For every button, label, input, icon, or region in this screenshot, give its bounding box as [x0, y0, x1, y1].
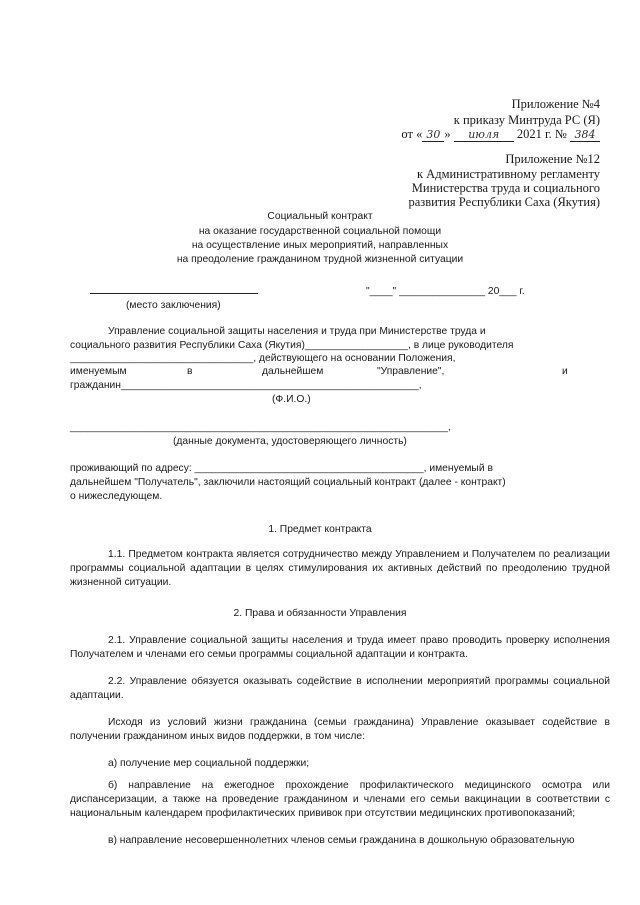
appendix4-date-line: [401, 127, 600, 142]
appendix12-line3: Министерства труда и социального: [411, 181, 600, 195]
intro-line4-a: именуемым: [70, 366, 127, 377]
section1-heading: 1. Предмет контракта: [268, 524, 372, 535]
intro-line4-c: дальнейшем: [262, 366, 324, 377]
section2-heading: 2. Права и обязанности Управления: [233, 608, 407, 619]
fio-label: (Ф.И.О.): [272, 394, 311, 405]
appendix4-order: к приказу Минтруда РС (Я): [453, 113, 600, 127]
appendix12-line4: развития Республики Саха (Якутия): [408, 195, 600, 209]
intro-line1: Управление социальной защиты населения и труда при Министерстве труда и: [108, 326, 486, 337]
number-handwritten: 384: [570, 128, 600, 142]
intro-line4-b: в: [187, 366, 193, 377]
day-handwritten: 30: [422, 128, 444, 142]
intro-citizen-line: гражданин____________________________________________________,: [70, 380, 422, 391]
section2-p23: Исходя из условий жизни гражданина (семьи гражданина) Управление оказывает содействие в получении гражданином иных видов поддержки, в том числе:: [70, 717, 610, 742]
appendix4-title: Приложение №4: [511, 97, 600, 111]
intro-line3: ________________________________, действующего на основании Положения,: [70, 353, 456, 364]
id-document-line: __________________________________________________________________,: [70, 422, 451, 433]
doc-title-line3: на осуществление иных мероприятий, направленных: [191, 240, 449, 251]
section2-p22: 2.2. Управление обязуется оказывать содействие в исполнении мероприятий программы социальной адаптации.: [70, 676, 610, 701]
date-year: 2021 г. №: [516, 127, 567, 141]
support-item-b: б) направление на ежегодное прохождение профилактического медицинского осмотра или диспансеризации, а также на проведение гражданином и членами его семьи вакцинации в соответствии с национальным календарем профилактических прививок при отсутствии медицинских противопоказаний;: [70, 780, 610, 819]
appendix12-title: Приложение №12: [505, 152, 600, 166]
date-prefix: от «: [401, 127, 423, 141]
support-item-a: а) получение мер социальной поддержки;: [108, 758, 310, 769]
section1-paragraph: 1.1. Предметом контракта является сотрудничество между Управлением и Получателем по реализации программы социальной адаптации в целях стимулирования их активных действий по преодолению трудной жизненной ситуации.: [70, 549, 610, 588]
doc-title-line2: на оказание государственной социальной помощи: [198, 226, 442, 237]
address-line2: дальнейшем "Получатель", заключили настоящий социальный контракт (далее - контракт): [70, 477, 506, 488]
date-mid: »: [444, 127, 451, 141]
support-item-c: в) направление несовершеннолетних членов семьи гражданина в дошкольную образовательную: [108, 835, 575, 846]
address-line3: о нижеследующем.: [70, 491, 163, 502]
intro-line4-d: "Управление",: [377, 366, 445, 377]
doc-title-line4: на преодоление гражданином трудной жизненной ситуации: [176, 254, 464, 265]
section2-p21: 2.1. Управление социальной защиты населения и труда имеет право проводить проверку исполнения Получателем и членами его семьи программы социальной адаптации и контракта.: [70, 635, 610, 660]
place-blank: [90, 293, 258, 294]
intro-line4-e: и: [562, 366, 568, 377]
address-line1: проживающий по адресу: ________________________________________, именуемый в: [70, 463, 493, 474]
intro-line2: социального развития Республики Саха (Якутия)__________________, в лице руководителя: [70, 340, 514, 351]
contract-date-blank: "____" _______________ 20___ г.: [366, 286, 525, 297]
month-handwritten: июля: [454, 128, 514, 142]
appendix12-line2: к Административному регламенту: [416, 167, 600, 181]
place-label: (место заключения): [126, 300, 221, 311]
id-document-label: (данные документа, удостоверяющего личность): [173, 436, 407, 447]
doc-title-line1: Социальный контракт: [267, 211, 373, 222]
